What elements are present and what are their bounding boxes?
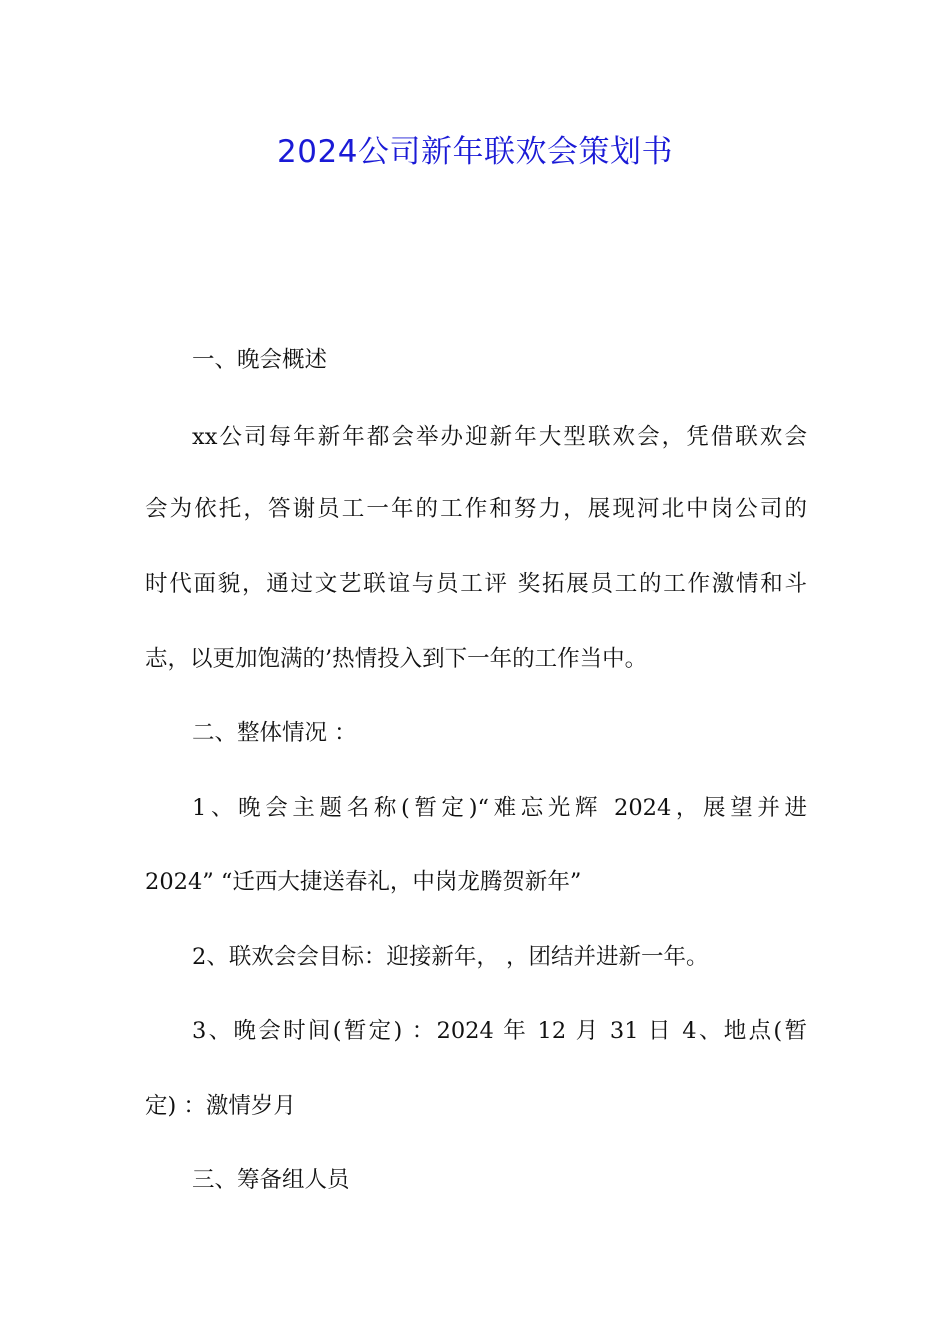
section-heading-overview: 一、晚会概述 <box>192 347 328 373</box>
list-item-goal: 2、联欢会会目标：迎接新年， ，团结并进新一年。 <box>192 944 709 970</box>
section-heading-staff: 三、筹备组人员 <box>192 1167 350 1193</box>
paragraph-line: 会为依托，答谢员工一年的工作和努力，展现河北中岗公司的 <box>145 496 807 522</box>
paragraph-line: xx公司每年新年都会举办迎新年大型联欢会，凭借联欢会 <box>192 424 807 450</box>
list-item-place: 定) ：激情岁月 <box>145 1093 296 1119</box>
document-title: 2024公司新年联欢会策划书 <box>277 134 673 170</box>
section-heading-overall: 二、整体情况 ： <box>192 720 357 746</box>
paragraph-line: 志，以更加饱满的’热情投入到下一年的工作当中。 <box>145 646 648 672</box>
list-item-theme: 1、晚会主题名称(暂定)“难忘光辉 2024，展望并进 <box>192 795 807 821</box>
list-item-theme-cont: 2024” “迁西大捷送春礼，中岗龙腾贺新年” <box>145 869 582 895</box>
list-item-time: 3、晚会时间(暂定) ：2024 年 12 月 31 日 4、地点(暂 <box>192 1018 807 1044</box>
paragraph-line: 时代面貌，通过文艺联谊与员工评 奖拓展员工的工作激情和斗 <box>145 571 807 597</box>
